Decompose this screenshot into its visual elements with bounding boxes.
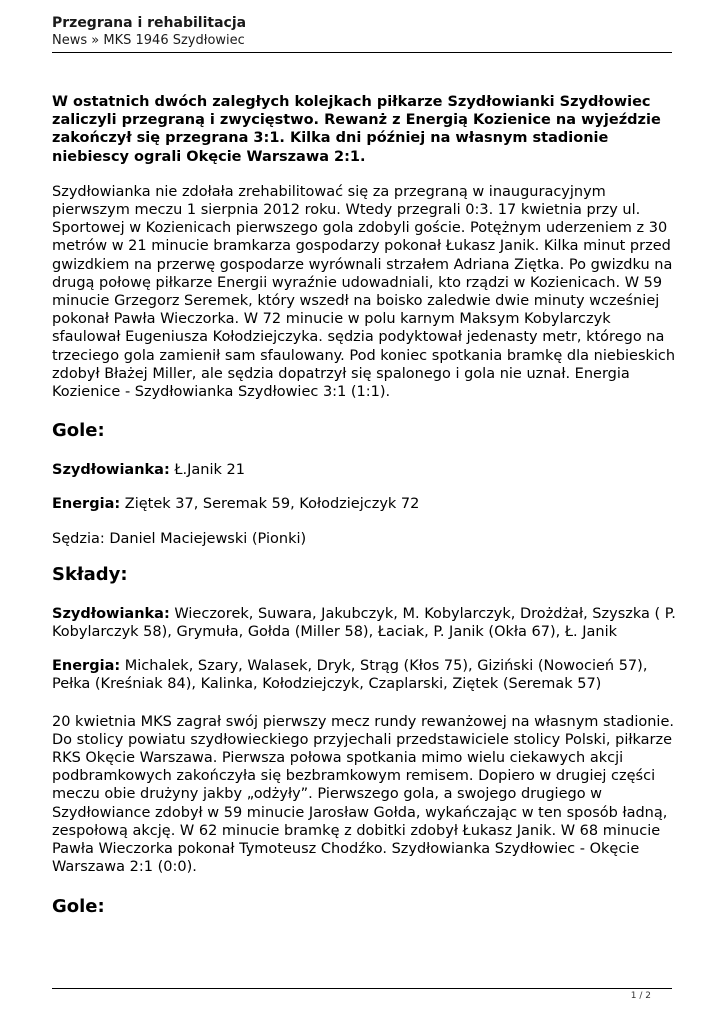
goals-energia-label: Energia: xyxy=(52,496,121,513)
article-body xyxy=(52,93,677,937)
page-title: Przegrana i rehabilitacja xyxy=(52,15,247,31)
squad-szydlowianka-label: Szydłowianka: xyxy=(52,605,170,622)
breadcrumb-separator: » xyxy=(91,33,100,48)
squad-energia xyxy=(52,657,677,693)
goals-energia xyxy=(52,495,677,513)
goals-heading: Gole: xyxy=(52,420,105,442)
goals-szydlowianka-value: Ł.Janik 21 xyxy=(169,462,245,479)
footer-divider xyxy=(52,988,672,989)
article-lead: W ostatnich dwóch zaległych kolejkach piłkarze Szydłowianki Szydłowiec zaliczyli przegraną i zwycięstwo. Rewanż z Energią Kozienice na wyjeździe zakończył się przegrana 3:1. Kilka dni później na własnym stadionie niebiescy ograli Okęcie Warszawa 2:1. xyxy=(52,94,661,165)
page-number: 1 / 2 xyxy=(630,991,651,1001)
goals-szydlowianka xyxy=(52,461,677,479)
goals-energia-value: Ziętek 37, Seremak 59, Kołodziejczyk 72 xyxy=(120,496,420,513)
breadcrumb-category-link[interactable]: MKS 1946 Szydłowiec xyxy=(103,33,245,48)
squads-heading: Składy: xyxy=(52,563,128,585)
breadcrumb-news-link[interactable]: News xyxy=(52,33,88,48)
article-paragraph-2: 20 kwietnia MKS zagrał swój pierwszy mecz rundy rewanżowej na własnym stadionie. Do stolicy powiatu szydłowieckiego przyjechali przedstawiciele stolicy Polski, piłkarze RKS Okęcie Warszawa. Pierwsza połowa spotkania mimo wielu ciekawych akcji podbramkowych zakończyła się bezbramkowym remisem. Dopiero w drugiej części meczu obie drużyny jakby „odżyły”. Pierwszego gola, a swojego drugiego w Szydłowiance zdobył w 59 minucie Jarosław Gołda, wykańczając w ten sposób ładną, zespołową akcję. W 62 minucie bramkę z dobitki zdobył Łukasz Janik. W 68 minucie Pawła Wieczorka pokonał Tymoteusz Chodźko. Szydłowianka Szydłowiec - Okęcie Warszawa 2:1 (0:0). xyxy=(52,713,674,876)
referee: Sędzia: Daniel Maciejewski (Pionki) xyxy=(52,530,307,547)
page-header xyxy=(52,15,672,49)
squad-szydlowianka xyxy=(52,605,677,641)
squad-energia-label: Energia: xyxy=(52,658,121,675)
article-paragraph-1: Szydłowianka nie zdołała zrehabilitować się za przegraną w inauguracyjnym pierwszym meczu 1 sierpnia 2012 roku. Wtedy przegrali 0:3. 17 kwietnia przy ul. Sportowej w Kozienicach pierwszego gola zdobyli goście. Potężnym uderzeniem z 30 metrów w 21 minucie bramkarza gospodarzy pokonał Łukasz Janik. Kilka minut przed gwizdkiem na przerwę gospodarze wyrównali strzałem Adriana Ziętka. Po gwizdku na drugą połowę piłkarze Energii wyraźnie udowadniali, kto rządzi w Kozienicach. W 59 minucie Grzegorz Seremek, który wszedł na boisko zaledwie dwie minuty wcześniej pokonał Pawła Wieczorka. W 72 minucie w polu karnym Maksym Kobylarczyk sfaulował Eugeniusza Kołodziejczyka. sędzia podyktował jedenasty metr, którego na trzeciego gola zamienił sam sfaulowany. Pod koniec spotkania bramkę dla niebieskich zdobył Błażej Miller, ale sędzia dopatrzył się spalonego i gola nie uznał. Energia Kozienice - Szydłowianka Szydłowiec 3:1 (1:1). xyxy=(52,183,676,401)
squad-szydlowianka-value: Wieczorek, Suwara, Jakubczyk, M. Kobylarczyk, Drożdżał, Szyszka ( P. Kobylarczyk 58), Grymuła, Gołda (Miller 58), Łaciak, P. Janik (Okła 67), Ł. Janik xyxy=(52,605,676,641)
goals-heading-2: Gole: xyxy=(52,895,105,917)
breadcrumb xyxy=(52,32,672,49)
squad-energia-value: Michalek, Szary, Walasek, Dryk, Strąg (Kłos 75), Giziński (Nowocień 57), Pełka (Kreśniak 84), Kalinka, Kołodziejczyk, Czaplarski, Ziętek (Seremak 57) xyxy=(52,658,648,693)
header-divider xyxy=(52,52,672,53)
goals-szydlowianka-label: Szydłowianka: xyxy=(52,462,170,479)
